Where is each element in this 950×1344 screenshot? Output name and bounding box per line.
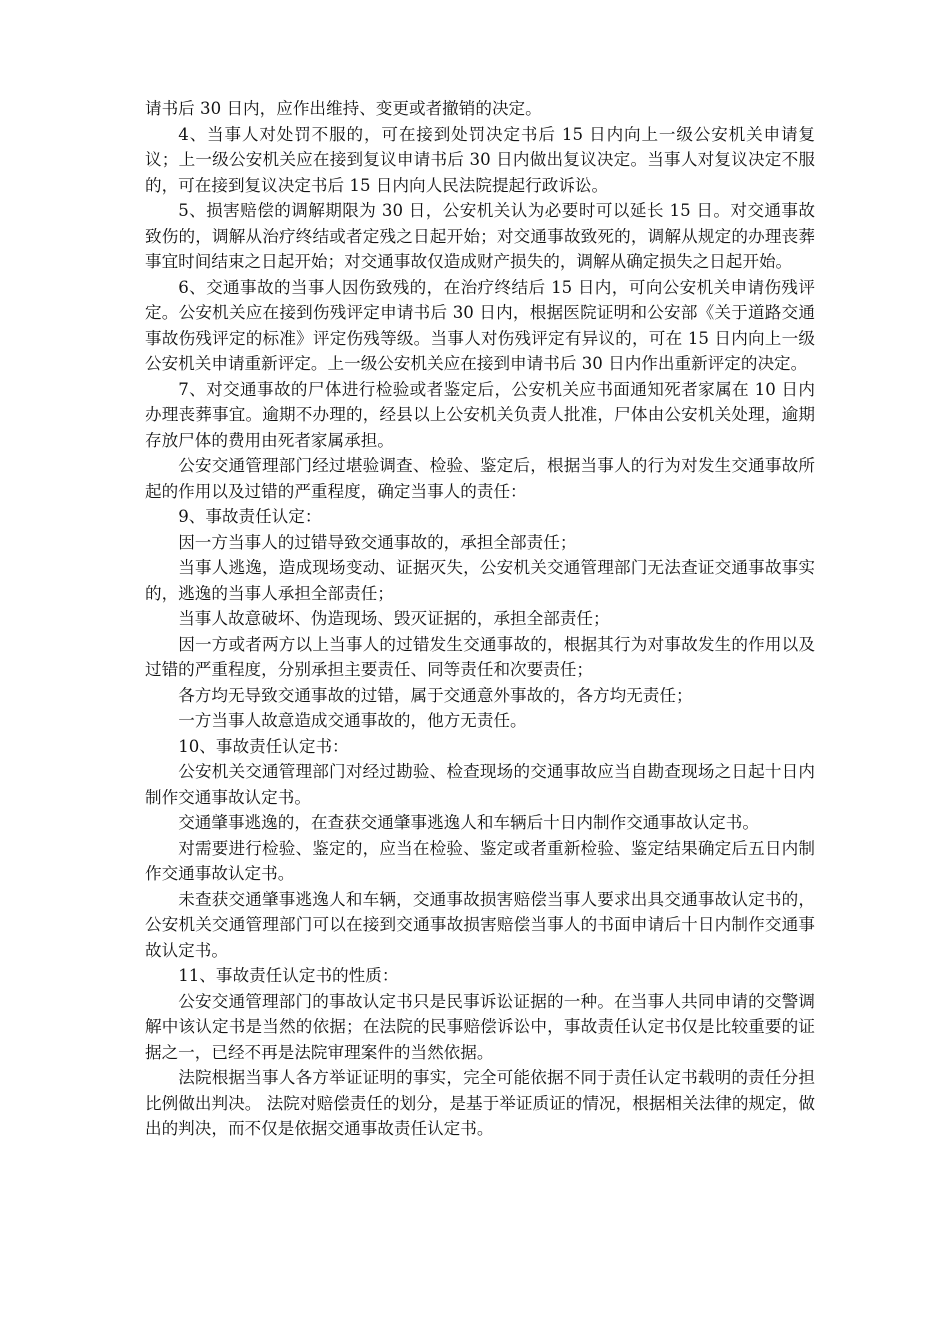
paragraph-not-found: 未查获交通肇事逃逸人和车辆，交通事故损害赔偿当事人要求出具交通事故认定书的，公安机关交通管理部门可以在接到交通事故损害赔偿当事人的书面申请后十日内制作交通事故认定书。 [145, 889, 815, 960]
paragraph-inspection: 对需要进行检验、鉴定的，应当在检验、鉴定或者重新检验、鉴定结果确定后五日内制作交通事故认定书。 [145, 838, 815, 883]
paragraph-item-7: 7、对交通事故的尸体进行检验或者鉴定后，公安机关应书面通知死者家属在 10 日内办理丧葬事宜。逾期不办理的，经县以上公安机关负责人批准，尸体由公安机关处理，逾期存放尸体的费用由死者家属承担。 [145, 379, 815, 450]
paragraph-item-5: 5、损害赔偿的调解期限为 30 日，公安机关认为必要时可以延长 15 日。对交通事故致伤的，调解从治疗终结或者定残之日起开始；对交通事故致死的，调解从规定的办理丧葬事宜时间结束之日起开始；对交通事故仅造成财产损失的，调解从确定损失之日起开始。 [145, 201, 815, 271]
paragraph-item-4: 4、当事人对处罚不服的，可在接到处罚决定书后 15 日内向上一级公安机关申请复议；上一级公安机关应在接到复议申请书后 30 日内做出复议决定。当事人对复议决定不服的，可在接到复议决定书后 15 日内向人民法院提起行政诉讼。 [145, 124, 815, 195]
paragraph-item-6: 6、交通事故的当事人因伤致残的，在治疗终结后 15 日内，可向公安机关申请伤残评定。公安机关应在接到伤残评定申请书后 30 日内，根据医院证明和公安部《关于道路交通事故伤残评定的标准》评定伤残等级。当事人对伤残评定有异议的，可在 15 日内向上一级公安机关申请重新评定。上一级公安机关应在接到申请书后 30 日内作出重新评定的决定。 [145, 277, 815, 373]
section-heading-9: 9、事故责任认定： [178, 507, 322, 526]
paragraph-hit-and-run: 交通肇事逃逸的，在查获交通肇事逃逸人和车辆后十日内制作交通事故认定书。 [178, 813, 759, 832]
paragraph-intentional: 一方当事人故意造成交通事故的，他方无责任。 [178, 711, 527, 730]
document-page [145, 96, 815, 1142]
section-heading-11: 11、事故责任认定书的性质： [178, 966, 399, 985]
paragraph-shared-responsibility: 因一方或者两方以上当事人的过错发生交通事故的，根据其行为对事故发生的作用以及过错的严重程度，分别承担主要责任、同等责任和次要责任； [145, 634, 815, 679]
section-heading-10: 10、事故责任认定书： [178, 736, 349, 756]
paragraph-full-responsibility: 因一方当事人的过错导致交通事故的，承担全部责任； [178, 532, 577, 552]
paragraph-continuation: 请书后 30 日内，应作出维持、变更或者撤销的决定。 [145, 99, 542, 118]
paragraph-responsibility-intro: 公安交通管理部门经过堪验调查、检验、鉴定后，根据当事人的行为对发生交通事故所起的作用以及过错的严重程度，确定当事人的责任： [145, 456, 815, 501]
paragraph-nature: 公安交通管理部门的事故认定书只是民事诉讼证据的一种。在当事人共同申请的交警调解中该认定书是当然的依据；在法院的民事赔偿诉讼中，事故责任认定书仅是比较重要的证据之一，已经不再是法院审理案件的当然依据。 [145, 991, 815, 1062]
paragraph-escape-responsibility: 当事人逃逸，造成现场变动、证据灭失，公安机关交通管理部门无法查证交通事故事实的，逃逸的当事人承担全部责任； [145, 558, 815, 603]
paragraph-evidence-destruction: 当事人故意破坏、伪造现场、毁灭证据的，承担全部责任； [178, 609, 610, 628]
paragraph-court-judgment: 法院根据当事人各方举证证明的事实，完全可能依据不同于责任认定书载明的责任分担比例做出判决。 法院对赔偿责任的划分，是基于举证质证的情况，根据相关法律的规定，做出的判决，而不仅是依据交通事故责任认定书。 [145, 1068, 815, 1138]
paragraph-accident-no-fault: 各方均无导致交通事故的过错，属于交通意外事故的，各方均无责任； [178, 685, 693, 705]
paragraph-ten-days: 公安机关交通管理部门对经过勘验、检查现场的交通事故应当自勘查现场之日起十日内制作交通事故认定书。 [145, 762, 815, 807]
